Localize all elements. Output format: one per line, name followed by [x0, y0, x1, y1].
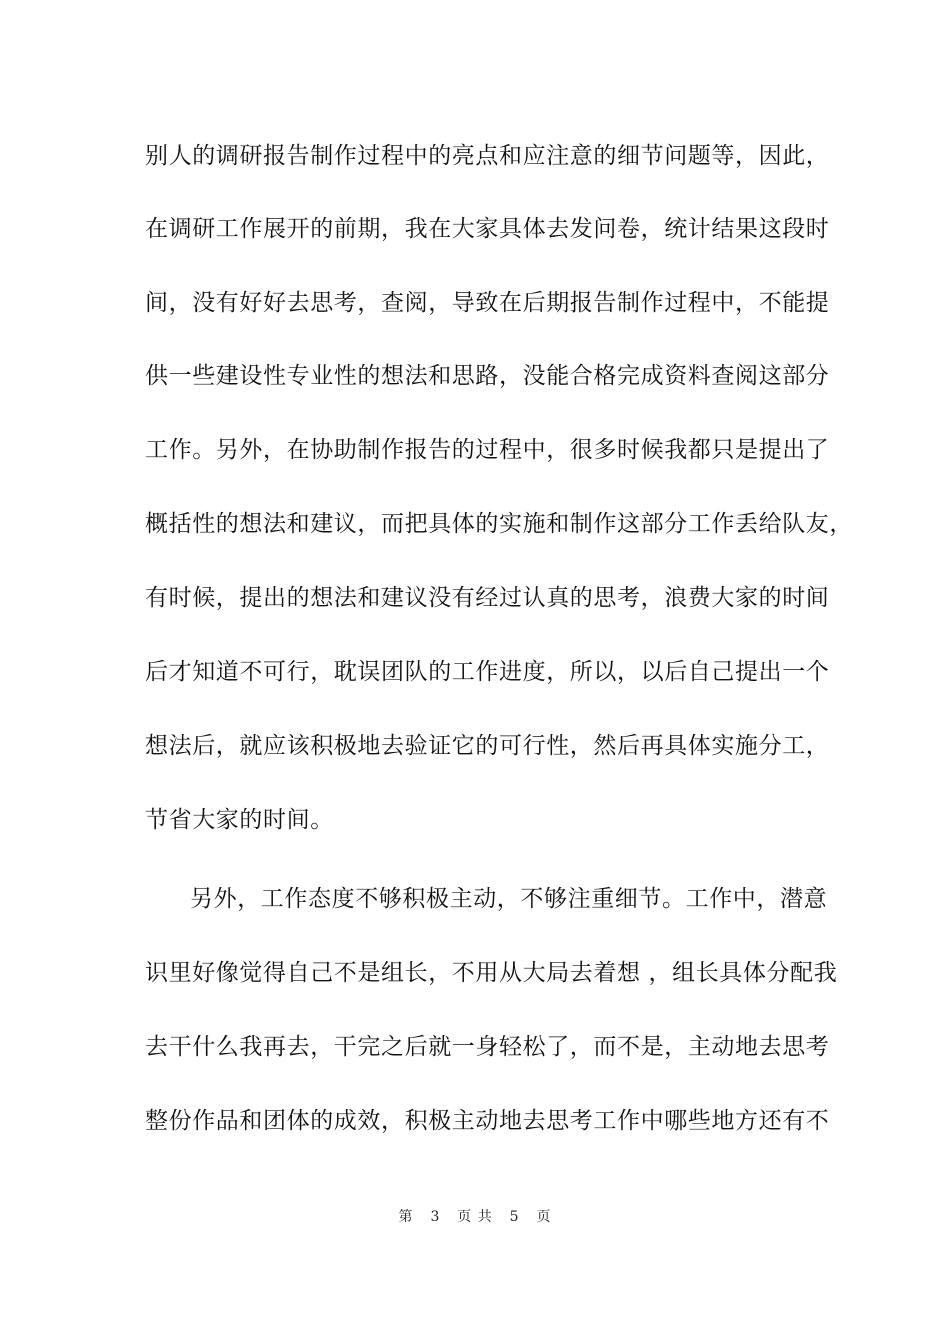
footer-current-page: 3	[430, 1209, 441, 1225]
body-text-line: 后才知道不可行，耽误团队的工作进度，所以，以后自己提出一个	[145, 659, 830, 685]
page-footer	[0, 1208, 950, 1226]
body-text-line: 整份作品和团体的成效，积极主动地去思考工作中哪些地方还有不	[145, 1108, 830, 1134]
body-text-line: 概括性的想法和建议，而把具体的实施和制作这部分工作丢给队友，	[145, 511, 853, 537]
body-text-line: 另外，工作态度不够积极主动，不够注重细节。工作中，潜意	[190, 886, 828, 912]
footer-total-pages: 5	[509, 1209, 520, 1225]
body-text-line: 供一些建设性专业性的想法和思路，没能合格完成资料查阅这部分	[145, 363, 830, 389]
body-text-line: 去干什么我再去，干完之后就一身轻松了，而不是，主动地去思考	[145, 1034, 830, 1060]
body-text-line: 工作。另外，在协助制作报告的过程中，很多时候我都只是提出了	[145, 437, 830, 463]
body-text-line: 在调研工作展开的前期，我在大家具体去发问卷，统计结果这段时	[145, 216, 830, 242]
body-text-line: 想法后，就应该积极地去验证它的可行性，然后再具体实施分工，	[145, 733, 830, 759]
footer-prefix: 第	[398, 1209, 414, 1225]
footer-middle: 页 共	[457, 1209, 493, 1225]
body-text-line: 间，没有好好去思考，查阅，导致在后期报告制作过程中，不能提	[145, 290, 830, 316]
body-text-line: 别人的调研报告制作过程中的亮点和应注意的细节问题等，因此，	[145, 143, 830, 169]
footer-suffix: 页	[536, 1209, 552, 1225]
body-text-line: 有时候，提出的想法和建议没有经过认真的思考，浪费大家的时间	[145, 585, 830, 611]
body-text-line: 节省大家的时间。	[145, 807, 334, 833]
body-text-line: 识里好像觉得自己不是组长，不用从大局去着想 ，组长具体分配我	[145, 960, 838, 986]
